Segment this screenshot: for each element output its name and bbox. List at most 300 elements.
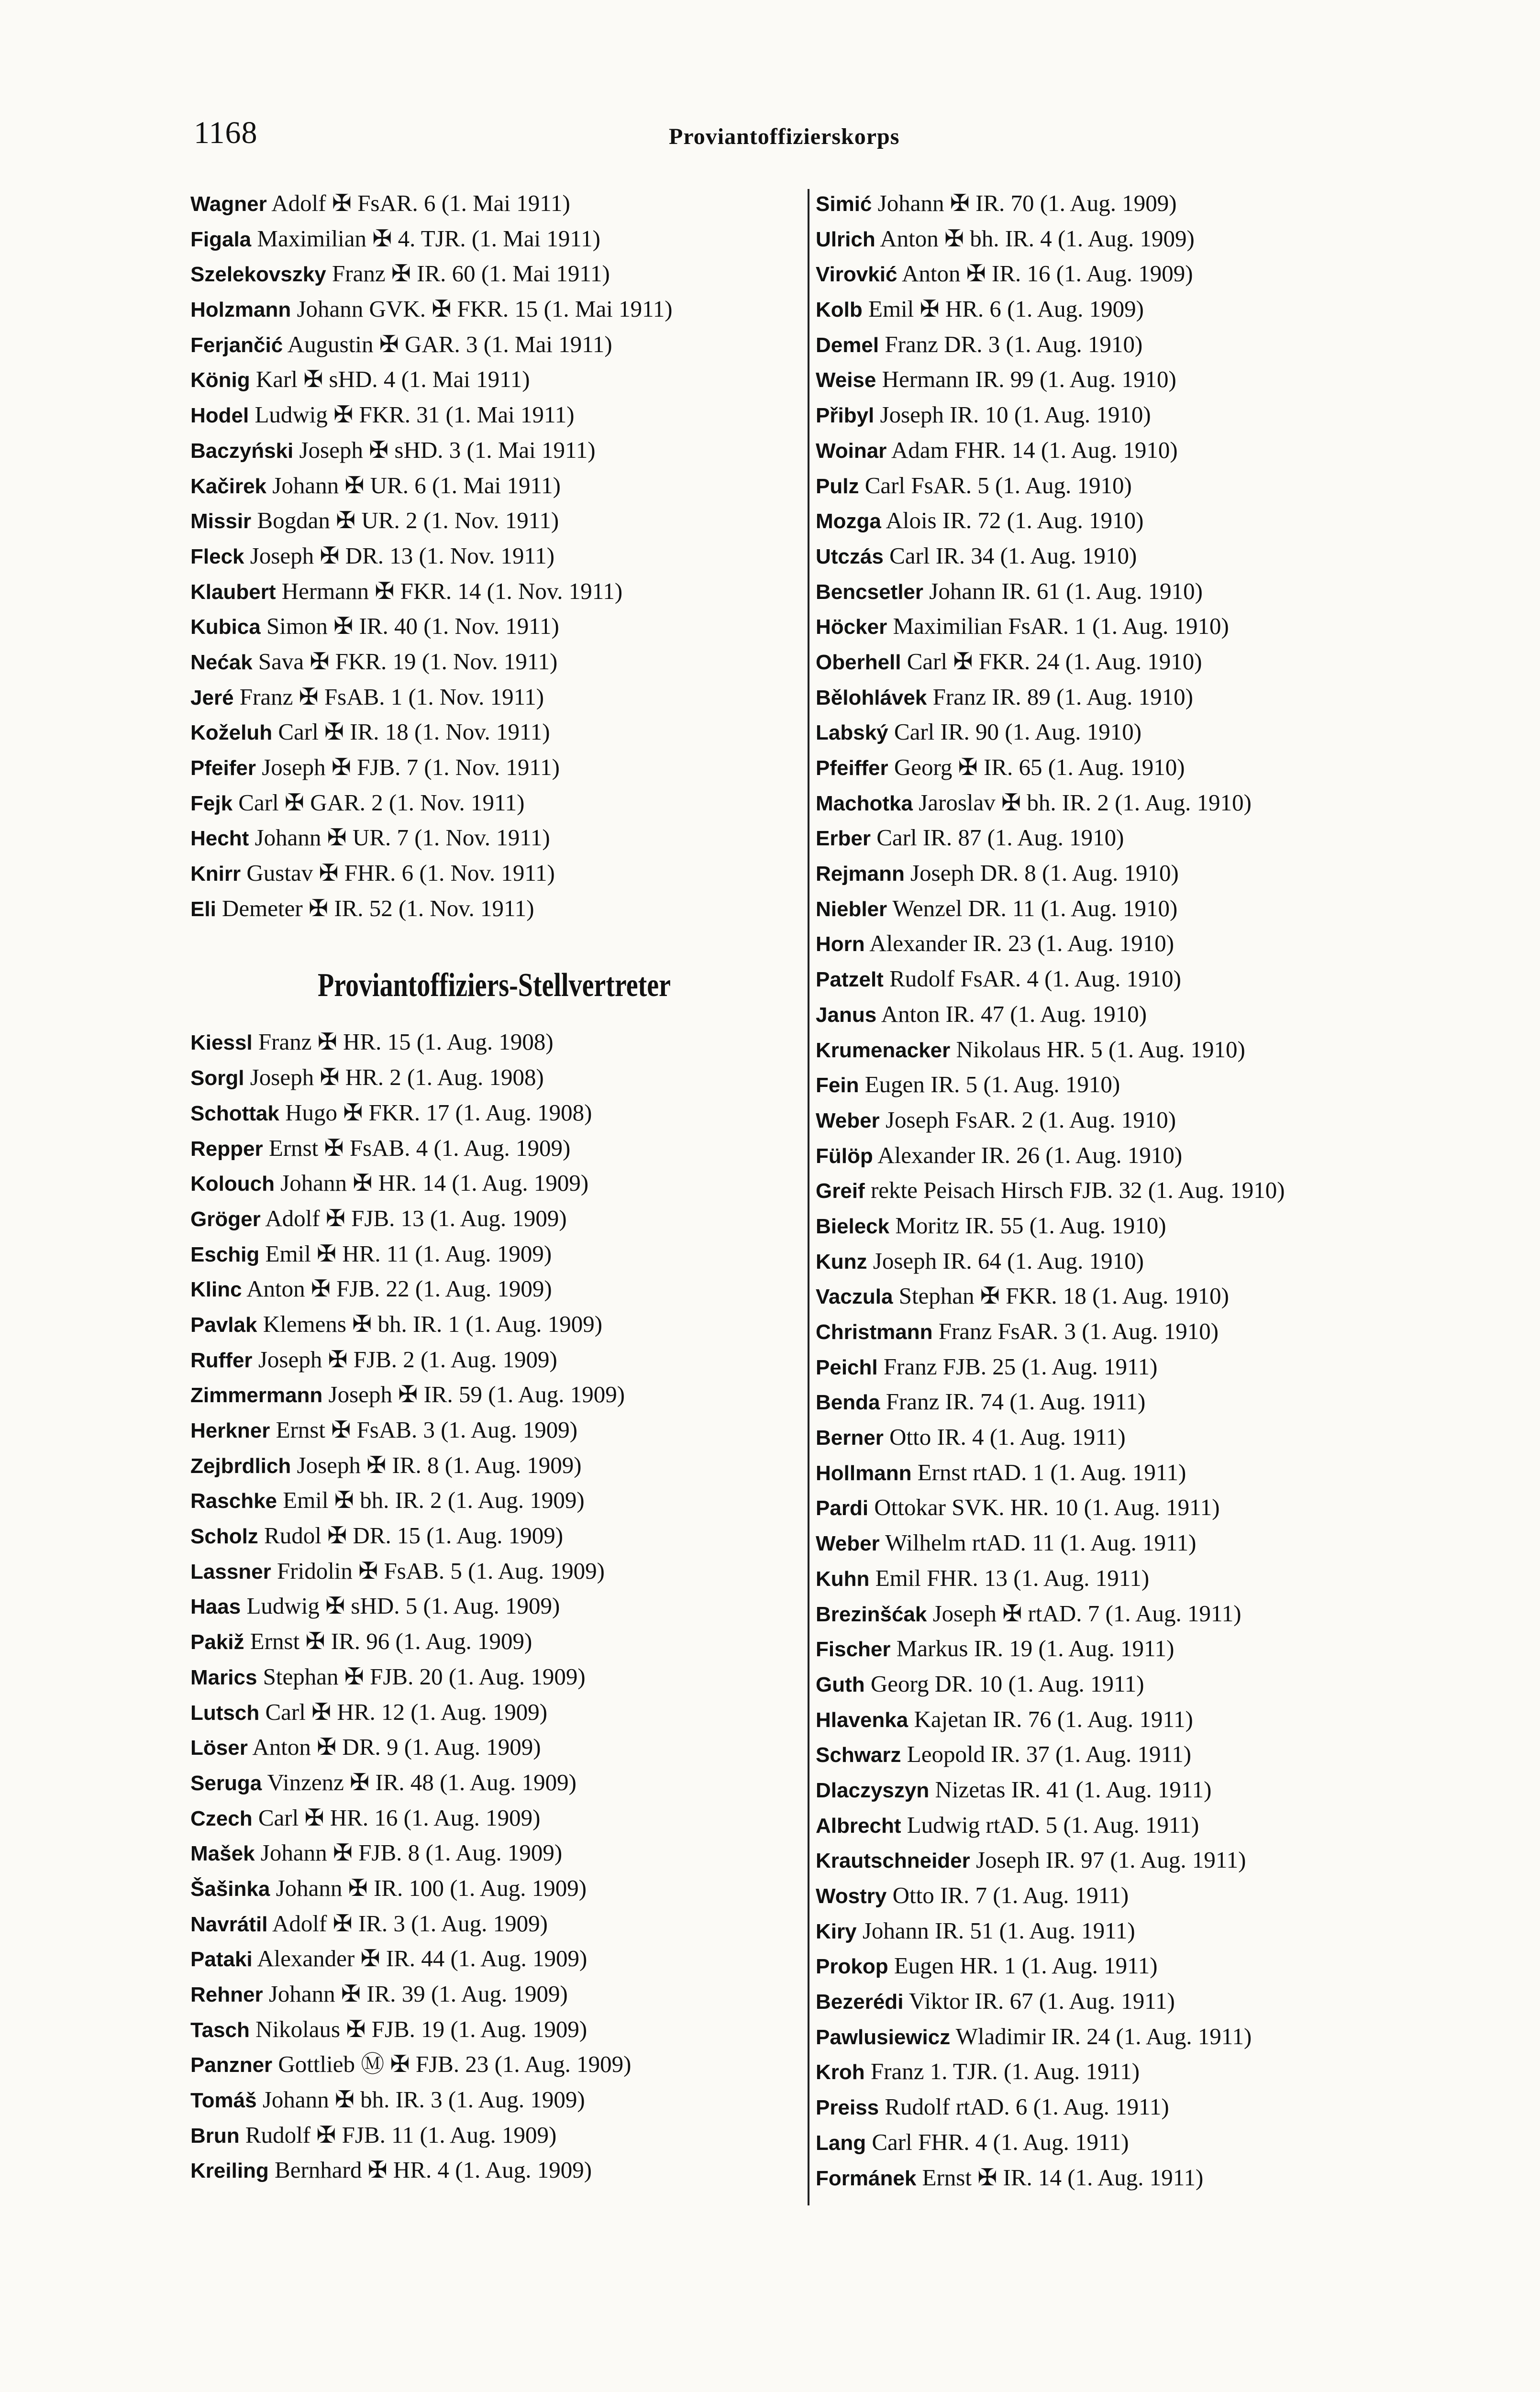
list-item: [190, 1800, 798, 1836]
entry-details: Ludwig rtAD. 5 (1. Aug. 1911): [907, 1811, 1199, 1838]
entry-surname: Gröger: [190, 1207, 261, 1231]
entry-surname: Rehner: [190, 1983, 263, 2006]
entry-details: Moritz IR. 55 (1. Aug. 1910): [895, 1212, 1166, 1239]
list-item: [190, 1553, 798, 1589]
entry-details: Eugen HR. 1 (1. Aug. 1911): [894, 1952, 1158, 1979]
entry-surname: Dlaczyszyn: [816, 1778, 930, 1802]
list-item: [816, 574, 1495, 609]
entry-details: Eugen IR. 5 (1. Aug. 1910): [864, 1071, 1120, 1098]
right-column: [816, 186, 1495, 2195]
list-item: [190, 1588, 798, 1624]
list-item: [816, 221, 1495, 256]
entry-details: Rudol ✠ DR. 15 (1. Aug. 1909): [264, 1522, 564, 1549]
entry-details: Leopold IR. 37 (1. Aug. 1911): [907, 1741, 1192, 1768]
entry-details: Johann ✠ IR. 100 (1. Aug. 1909): [276, 1874, 587, 1901]
entry-surname: Oberhell: [816, 650, 901, 674]
entry-details: Nikolaus ✠ FJB. 19 (1. Aug. 1909): [255, 2015, 587, 2042]
entry-surname: Kačirek: [190, 474, 267, 498]
entry-details: Maximilian ✠ 4. TJR. (1. Mai 1911): [257, 225, 600, 252]
list-item: [816, 891, 1495, 926]
entry-details: Bernhard ✠ HR. 4 (1. Aug. 1909): [275, 2157, 592, 2183]
list-item: [816, 1525, 1495, 1561]
section-heading: Proviantoffiziers-Stellvertreter: [317, 967, 671, 1004]
entry-details: Alexander IR. 26 (1. Aug. 1910): [877, 1141, 1183, 1168]
entry-details: Joseph IR. 97 (1. Aug. 1911): [976, 1847, 1246, 1873]
entry-details: Emil ✠ HR. 11 (1. Aug. 1909): [265, 1240, 552, 1267]
entry-details: Bogdan ✠ UR. 2 (1. Nov. 1911): [257, 507, 559, 534]
entry-surname: Christmann: [816, 1320, 933, 1344]
entry-details: Franz ✠ FsAB. 1 (1. Nov. 1911): [239, 683, 544, 710]
list-item: [190, 1342, 798, 1377]
entry-surname: Bělohlávek: [816, 686, 927, 709]
entry-details: Hermann ✠ FKR. 14 (1. Nov. 1911): [281, 577, 623, 604]
entry-surname: Krumenacker: [816, 1038, 951, 1062]
entry-surname: Schottak: [190, 1101, 279, 1125]
list-item: [190, 1024, 798, 1060]
entry-surname: Niebler: [816, 897, 887, 921]
list-item: [816, 1314, 1495, 1349]
entry-details: Klemens ✠ bh. IR. 1 (1. Aug. 1909): [263, 1310, 603, 1337]
list-item: [816, 432, 1495, 468]
entry-details: Ernst ✠ FsAB. 3 (1. Aug. 1909): [276, 1417, 578, 1443]
list-item: [190, 1976, 798, 2012]
entry-surname: Patzelt: [816, 968, 884, 992]
entry-surname: Pakiž: [190, 1630, 244, 1654]
entry-details: Anton ✠ IR. 16 (1. Aug. 1909): [901, 260, 1193, 287]
entry-surname: Löser: [190, 1736, 248, 1760]
list-item: [190, 186, 798, 221]
running-title: Proviantoffizierskorps: [669, 124, 900, 149]
entry-surname: Vaczula: [816, 1285, 893, 1309]
entry-surname: Pawlusiewicz: [816, 2025, 951, 2049]
entry-details: Johann ✠ FJB. 8 (1. Aug. 1909): [260, 1839, 563, 1866]
list-item: [816, 2160, 1495, 2195]
list-item: [190, 503, 798, 538]
list-item: [190, 1236, 798, 1272]
entry-surname: Ruffer: [190, 1348, 253, 1372]
entry-surname: Eschig: [190, 1242, 260, 1266]
list-item: [190, 1765, 798, 1800]
entry-surname: Jeré: [190, 686, 234, 709]
list-item: [190, 468, 798, 503]
entry-surname: Navrátil: [190, 1912, 268, 1936]
left-entries-bottom: [190, 1024, 798, 2188]
list-item: [816, 714, 1495, 750]
entry-surname: Schwarz: [816, 1743, 901, 1767]
list-item: [816, 961, 1495, 997]
list-item: [190, 1729, 798, 1765]
entry-details: Johann ✠ UR. 7 (1. Nov. 1911): [255, 824, 550, 851]
entry-surname: Přibyl: [816, 404, 875, 428]
list-item: [816, 1455, 1495, 1490]
list-item: [190, 362, 798, 397]
entry-details: Alois IR. 72 (1. Aug. 1910): [886, 507, 1144, 534]
entry-surname: Berner: [816, 1426, 884, 1450]
entry-surname: Peichl: [816, 1355, 878, 1379]
entry-surname: Brezinšćak: [816, 1602, 927, 1626]
entry-details: Ottokar SVK. HR. 10 (1. Aug. 1911): [874, 1494, 1220, 1521]
entry-details: Franz 1. TJR. (1. Aug. 1911): [870, 2058, 1140, 2085]
list-item: [816, 1631, 1495, 1666]
list-item: [816, 1419, 1495, 1455]
list-item: [190, 1835, 798, 1871]
entry-details: Viktor IR. 67 (1. Aug. 1911): [908, 1988, 1175, 2015]
entry-details: Johann ✠ bh. IR. 3 (1. Aug. 1909): [262, 2086, 585, 2113]
entry-details: Ernst ✠ IR. 14 (1. Aug. 1911): [922, 2164, 1204, 2191]
entry-surname: Sorgl: [190, 1066, 244, 1090]
entry-details: Adolf ✠ FsAR. 6 (1. Mai 1911): [271, 190, 570, 216]
entry-surname: Kubica: [190, 615, 261, 639]
entry-surname: Fülöp: [816, 1144, 873, 1168]
entry-details: Ernst rtAD. 1 (1. Aug. 1911): [917, 1459, 1186, 1485]
entry-surname: Baczyński: [190, 439, 294, 463]
entry-surname: Pataki: [190, 1948, 253, 1971]
entry-surname: Erber: [816, 827, 871, 851]
entry-surname: Fischer: [816, 1638, 891, 1661]
entry-details: Rudolf rtAD. 6 (1. Aug. 1911): [885, 2093, 1169, 2120]
entry-details: Franz ✠ HR. 15 (1. Aug. 1908): [258, 1029, 554, 1055]
entry-details: Georg DR. 10 (1. Aug. 1911): [870, 1670, 1144, 1697]
entry-surname: Preiss: [816, 2096, 879, 2120]
entry-details: Georg ✠ IR. 65 (1. Aug. 1910): [894, 754, 1185, 780]
list-item: [816, 2125, 1495, 2160]
list-item: [190, 2082, 798, 2117]
entry-details: Ludwig ✠ sHD. 5 (1. Aug. 1909): [246, 1593, 560, 1619]
list-item: [816, 1243, 1495, 1279]
left-entries-top: [190, 186, 798, 926]
entry-details: Alexander ✠ IR. 44 (1. Aug. 1909): [257, 1945, 587, 1972]
entry-details: Johann ✠ IR. 70 (1. Aug. 1909): [877, 190, 1177, 216]
entry-details: Wladimir IR. 24 (1. Aug. 1911): [955, 2023, 1252, 2049]
list-item: [190, 714, 798, 750]
list-item: [190, 1271, 798, 1307]
entry-details: Franz IR. 89 (1. Aug. 1910): [932, 683, 1193, 710]
list-item: [190, 1659, 798, 1694]
list-item: [190, 785, 798, 820]
list-item: [816, 750, 1495, 785]
entry-details: Alexander IR. 23 (1. Aug. 1910): [869, 930, 1174, 957]
entry-details: Johann ✠ HR. 14 (1. Aug. 1909): [280, 1170, 589, 1196]
entry-details: Franz FJB. 25 (1. Aug. 1911): [883, 1353, 1158, 1380]
entry-surname: Benda: [816, 1391, 880, 1415]
list-item: [190, 679, 798, 715]
list-item: [816, 1878, 1495, 1913]
entry-surname: Wagner: [190, 192, 267, 216]
entry-surname: Szelekovszky: [190, 263, 326, 287]
entry-surname: Simić: [816, 192, 872, 216]
entry-surname: Eli: [190, 897, 216, 921]
entry-surname: Kolouch: [190, 1172, 275, 1196]
entry-details: Anton ✠ DR. 9 (1. Aug. 1909): [252, 1734, 541, 1761]
entry-surname: Lassner: [190, 1560, 271, 1584]
entry-details: Joseph ✠ HR. 2 (1. Aug. 1908): [250, 1064, 544, 1091]
entry-details: Joseph ✠ sHD. 3 (1. Mai 1911): [299, 436, 596, 463]
entry-details: Franz IR. 74 (1. Aug. 1911): [886, 1388, 1146, 1415]
entry-surname: Wostry: [816, 1884, 887, 1908]
list-item: [190, 891, 798, 926]
entry-details: Anton ✠ FJB. 22 (1. Aug. 1909): [246, 1275, 552, 1302]
entry-surname: Herkner: [190, 1419, 270, 1442]
entry-details: Karl ✠ sHD. 4 (1. Mai 1911): [255, 366, 530, 393]
list-item: [816, 926, 1495, 961]
right-entries: [816, 186, 1495, 2195]
entry-surname: Klaubert: [190, 580, 276, 604]
list-item: [816, 1208, 1495, 1243]
entry-details: Anton IR. 47 (1. Aug. 1910): [881, 1000, 1147, 1027]
entry-surname: Pulz: [816, 474, 859, 498]
list-item: [190, 820, 798, 855]
entry-details: Rudolf ✠ FJB. 11 (1. Aug. 1909): [245, 2121, 557, 2148]
entry-surname: Mozga: [816, 509, 881, 533]
entry-surname: Kiry: [816, 1919, 857, 1943]
entry-surname: Bezerédi: [816, 1990, 904, 2014]
entry-surname: Horn: [816, 932, 865, 956]
entry-surname: Mašek: [190, 1842, 255, 1866]
entry-surname: Koželuh: [190, 721, 273, 745]
list-item: [190, 1095, 798, 1130]
list-item: [816, 1490, 1495, 1525]
entry-details: Johann ✠ UR. 6 (1. Mai 1911): [272, 472, 561, 498]
entry-surname: Zejbrdlich: [190, 1454, 291, 1478]
entry-surname: Woinar: [816, 439, 887, 463]
entry-surname: Knirr: [190, 862, 241, 886]
entry-surname: Czech: [190, 1806, 253, 1830]
list-item: [190, 1941, 798, 1976]
list-item: [190, 1871, 798, 1906]
list-item: [816, 362, 1495, 397]
entry-surname: Pfeiffer: [816, 756, 888, 780]
list-item: [816, 397, 1495, 432]
list-item: [190, 855, 798, 891]
list-item: [190, 750, 798, 785]
entry-details: Rudolf FsAR. 4 (1. Aug. 1910): [889, 965, 1181, 992]
list-item: [816, 785, 1495, 820]
entry-surname: Repper: [190, 1137, 263, 1161]
entry-details: Johann GVK. ✠ FKR. 15 (1. Mai 1911): [297, 296, 673, 322]
list-item: [816, 256, 1495, 291]
entry-surname: Zimmermann: [190, 1384, 323, 1407]
list-item: [190, 1694, 798, 1730]
entry-details: Johann ✠ IR. 39 (1. Aug. 1909): [268, 1981, 568, 2007]
list-item: [190, 1201, 798, 1236]
list-item: [816, 1349, 1495, 1384]
entry-surname: Kunz: [816, 1250, 867, 1274]
entry-surname: Ferjančić: [190, 333, 283, 357]
list-item: [816, 1138, 1495, 1173]
list-item: [190, 609, 798, 644]
entry-details: Sava ✠ FKR. 19 (1. Nov. 1911): [258, 648, 558, 675]
entry-details: Carl FsAR. 5 (1. Aug. 1910): [864, 472, 1132, 498]
entry-details: Joseph DR. 8 (1. Aug. 1910): [910, 860, 1179, 886]
entry-surname: Pardi: [816, 1496, 869, 1520]
entry-details: Anton ✠ bh. IR. 4 (1. Aug. 1909): [880, 225, 1195, 252]
entry-details: Stephan ✠ FKR. 18 (1. Aug. 1910): [898, 1283, 1229, 1309]
list-item: [190, 1165, 798, 1201]
entry-details: Johann IR. 51 (1. Aug. 1911): [862, 1917, 1135, 1944]
entry-details: Carl IR. 90 (1. Aug. 1910): [894, 719, 1142, 745]
entry-details: Simon ✠ IR. 40 (1. Nov. 1911): [266, 613, 559, 640]
entry-surname: Missir: [190, 509, 252, 533]
entry-surname: Weber: [816, 1532, 880, 1556]
list-item: [190, 2117, 798, 2153]
list-item: [190, 1483, 798, 1518]
list-item: [816, 468, 1495, 503]
entry-details: Hermann IR. 99 (1. Aug. 1910): [882, 366, 1176, 393]
entry-surname: Rejmann: [816, 862, 905, 886]
list-item: [190, 2152, 798, 2188]
entry-details: Carl ✠ FKR. 24 (1. Aug. 1910): [907, 648, 1202, 675]
entry-details: Ludwig ✠ FKR. 31 (1. Mai 1911): [255, 401, 575, 428]
entry-details: Otto IR. 7 (1. Aug. 1911): [892, 1882, 1129, 1908]
entry-details: Joseph IR. 64 (1. Aug. 1910): [873, 1247, 1144, 1274]
left-column: [190, 186, 798, 2188]
list-item: [816, 855, 1495, 891]
entry-details: Hugo ✠ FKR. 17 (1. Aug. 1908): [285, 1099, 592, 1126]
list-item: [190, 221, 798, 256]
entry-surname: Haas: [190, 1595, 241, 1619]
entry-details: Adolf ✠ FJB. 13 (1. Aug. 1909): [265, 1205, 567, 1231]
entry-surname: Kroh: [816, 2060, 865, 2084]
list-item: [816, 1032, 1495, 1067]
entry-surname: Greif: [816, 1179, 865, 1203]
entry-details: Joseph ✠ rtAD. 7 (1. Aug. 1911): [932, 1600, 1241, 1627]
list-item: [816, 1596, 1495, 1631]
entry-surname: Demel: [816, 333, 879, 357]
list-item: [816, 609, 1495, 644]
entry-surname: Panzner: [190, 2053, 273, 2077]
entry-surname: Lang: [816, 2131, 866, 2155]
entry-details: Franz DR. 3 (1. Aug. 1910): [885, 331, 1143, 357]
entry-details: Augustin ✠ GAR. 3 (1. Mai 1911): [287, 331, 612, 357]
list-item: [190, 538, 798, 574]
list-item: [190, 327, 798, 362]
entry-surname: Figala: [190, 227, 252, 251]
entry-surname: Weise: [816, 368, 876, 392]
page-number: 1168: [194, 115, 258, 150]
entry-surname: Fleck: [190, 544, 244, 568]
entry-surname: Lutsch: [190, 1701, 260, 1725]
entry-surname: Šašinka: [190, 1877, 270, 1901]
entry-details: Gustav ✠ FHR. 6 (1. Nov. 1911): [246, 860, 555, 886]
list-item: [816, 1666, 1495, 1702]
list-item: [816, 1842, 1495, 1878]
entry-surname: Seruga: [190, 1771, 262, 1795]
list-item: [816, 327, 1495, 362]
column-divider: [808, 189, 809, 2205]
entry-surname: Prokop: [816, 1955, 888, 1979]
entry-surname: Scholz: [190, 1525, 258, 1549]
list-item: [190, 1624, 798, 1659]
list-item: [816, 1913, 1495, 1949]
entry-surname: Labský: [816, 721, 888, 745]
list-item: [816, 503, 1495, 538]
list-item: [190, 432, 798, 468]
entry-surname: Kuhn: [816, 1567, 870, 1591]
list-item: [190, 1060, 798, 1095]
entry-surname: König: [190, 368, 250, 392]
list-item: [190, 644, 798, 679]
entry-details: Ernst ✠ IR. 96 (1. Aug. 1909): [250, 1628, 532, 1655]
entry-details: Fridolin ✠ FsAB. 5 (1. Aug. 1909): [277, 1557, 605, 1584]
entry-surname: Ulrich: [816, 227, 875, 251]
entry-details: Carl ✠ GAR. 2 (1. Nov. 1911): [238, 789, 525, 816]
entry-details: Jaroslav ✠ bh. IR. 2 (1. Aug. 1910): [919, 789, 1252, 816]
entry-details: Joseph ✠ DR. 13 (1. Nov. 1911): [250, 542, 555, 569]
list-item: [190, 1377, 798, 1412]
list-item: [816, 1772, 1495, 1807]
entry-details: Emil FHR. 13 (1. Aug. 1911): [875, 1564, 1150, 1591]
entry-details: Otto IR. 4 (1. Aug. 1911): [889, 1424, 1126, 1451]
entry-surname: Virovkić: [816, 263, 897, 287]
list-item: [816, 1983, 1495, 2019]
entry-details: Wenzel DR. 11 (1. Aug. 1910): [892, 895, 1178, 921]
entry-surname: Klinc: [190, 1278, 242, 1302]
entry-details: Franz ✠ IR. 60 (1. Mai 1911): [332, 260, 610, 287]
entry-surname: Hecht: [190, 827, 249, 851]
entry-surname: Raschke: [190, 1489, 277, 1513]
entry-details: Kajetan IR. 76 (1. Aug. 1911): [914, 1705, 1193, 1732]
entry-surname: Tasch: [190, 2018, 250, 2042]
entry-details: Emil ✠ HR. 6 (1. Aug. 1909): [868, 296, 1144, 322]
entry-details: Adolf ✠ IR. 3 (1. Aug. 1909): [272, 1910, 548, 1937]
entry-details: Demeter ✠ IR. 52 (1. Nov. 1911): [222, 895, 534, 921]
entry-surname: Bieleck: [816, 1214, 890, 1238]
list-item: [816, 2019, 1495, 2054]
entry-surname: Hodel: [190, 404, 249, 428]
list-item: [816, 1948, 1495, 1983]
entry-surname: Hlavenka: [816, 1708, 908, 1732]
entry-surname: Weber: [816, 1108, 880, 1132]
entry-details: rekte Peisach Hirsch FJB. 32 (1. Aug. 1910): [870, 1177, 1285, 1204]
entry-details: Vinzenz ✠ IR. 48 (1. Aug. 1909): [267, 1769, 576, 1795]
entry-surname: Bencsetler: [816, 580, 924, 604]
list-item: [816, 644, 1495, 679]
entry-surname: Kreiling: [190, 2159, 269, 2183]
list-item: [816, 1702, 1495, 1737]
entry-surname: Pavlak: [190, 1313, 257, 1337]
entry-surname: Kolb: [816, 298, 863, 322]
entry-details: Carl IR. 34 (1. Aug. 1910): [889, 542, 1137, 569]
list-item: [816, 1384, 1495, 1419]
entry-surname: Guth: [816, 1672, 865, 1696]
entry-surname: Holzmann: [190, 298, 291, 322]
entry-surname: Formánek: [816, 2166, 917, 2190]
entry-details: Joseph ✠ FJB. 7 (1. Nov. 1911): [262, 754, 560, 780]
list-item: [190, 574, 798, 609]
entry-surname: Höcker: [816, 615, 887, 639]
entry-details: Carl ✠ HR. 12 (1. Aug. 1909): [265, 1698, 548, 1725]
list-item: [190, 2012, 798, 2047]
entry-details: Gottlieb Ⓜ ✠ FJB. 23 (1. Aug. 1909): [278, 2051, 632, 2078]
entry-surname: Albrecht: [816, 1814, 901, 1838]
entry-surname: Fejk: [190, 791, 233, 815]
entry-details: Joseph ✠ IR. 8 (1. Aug. 1909): [297, 1451, 582, 1478]
entry-details: Carl FHR. 4 (1. Aug. 1911): [872, 2128, 1129, 2155]
list-item: [816, 2054, 1495, 2089]
entry-details: Carl ✠ HR. 16 (1. Aug. 1909): [258, 1804, 541, 1831]
entry-details: Johann IR. 61 (1. Aug. 1910): [929, 577, 1203, 604]
list-item: [190, 397, 798, 432]
entry-details: Maximilian FsAR. 1 (1. Aug. 1910): [893, 613, 1229, 640]
list-item: [816, 1067, 1495, 1102]
list-item: [816, 997, 1495, 1032]
entry-details: Nikolaus HR. 5 (1. Aug. 1910): [956, 1036, 1245, 1063]
list-item: [816, 1102, 1495, 1138]
entry-surname: Machotka: [816, 791, 913, 815]
entry-surname: Janus: [816, 1003, 877, 1027]
list-item: [816, 2089, 1495, 2125]
list-item: [816, 1173, 1495, 1208]
